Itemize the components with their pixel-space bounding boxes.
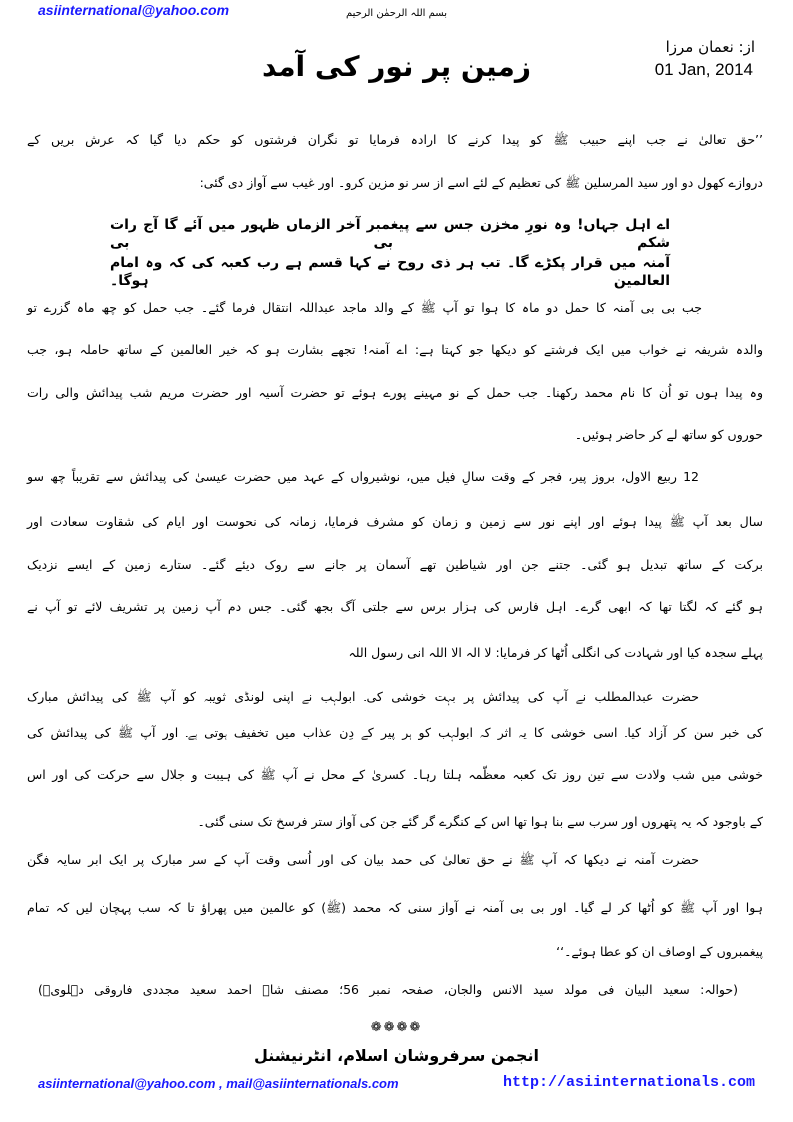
text-line: ہو گئے کہ لگتا تھا کہ ابھی گرے۔ اہل فارس کی ہزار برس سے جلتی آگ بجھ گئی۔ جس دم آپ زمین پر تشریف لائے تو آپ نے xyxy=(27,599,763,614)
organization-name: انجمن سرفروشان اسلام، انٹرنیشنل xyxy=(253,1046,540,1065)
ornament-divider: ❁❁❁❁ xyxy=(370,1020,423,1035)
text-line: ہوا اور آپ ﷺ کو اُٹھا کر لے گیا۔ اور بی بی آمنہ نے آواز سنی کہ محمد (ﷺ) کو عالمین میں پھراؤ تا کہ سب پہچان لیں کہ تمام xyxy=(27,900,763,915)
text-line: پیغمبروں کے اوصاف ان کو عطا ہوئے۔‘‘ xyxy=(556,944,763,959)
date: 01 Jan, 2014 xyxy=(654,60,753,79)
text-line: کی خبر سن کر آزاد کیا۔ اسی خوشی کا یہ اثر کہ ابولہب کو ہر پیر کے دِن عذاب میں تخفیف ہوتی ہے۔ اور آپ ﷺ کی پیدائش کی xyxy=(27,725,763,740)
text-line: حوروں کو ساتھ لے کر حاضر ہوئیں۔ xyxy=(574,427,763,442)
text-line: ’’حق تعالیٰ نے جب اپنے حبیب ﷺ کو پیدا کرنے کا ارادہ فرمایا تو نگران فرشتوں کو حکم دیا گیا کہ عرش بریں کے xyxy=(27,132,763,147)
text-line: حضرت عبدالمطلب نے آپ کی پیدائش پر بہت خوشی کی۔ ابولہب نے اپنی لونڈی ثویبہ کو آپ ﷺ کی پیدائش مبارک xyxy=(27,689,699,704)
text-line: دروازے کھول دو اور سید المرسلین ﷺ کی تعظیم کے لئے اسے از سر نو مزین کرو۔ اور غیب سے آواز دی گئی: xyxy=(199,175,763,190)
page-title: زمین پر نور کی آمد xyxy=(262,50,531,83)
text-line: خوشی میں شب ولادت سے تین روز تک کعبہ معظّمہ ہلتا رہا۔ کسریٰ کے محل نے آپ ﷺ کی ہیبت و جلال سے حرکت کی اور اس xyxy=(27,767,763,782)
text-line: 12 ربیع الاول، بروز پیر، فجر کے وقت سالِ فیل میں، نوشیرواں کے عہد میں حضرت عیسیٰ کی پیدائش سے تقریباً چھ سو xyxy=(27,469,699,484)
text-line: والدہ شریفہ نے خواب میں ایک فرشتے کو دیکھا جو کہتا ہے: اے آمنہ! تجھے بشارت ہو کہ خیر العالمین کے ساتھ حاملہ ہو، جب xyxy=(27,342,763,357)
text-line: برکت کے ساتھ تبدیل ہو گئی۔ جتنے جن اور شیاطین تھے آسمان پر جانے سے روک دیئے گئے۔ ستارے زمین کے ایسے نزدیک xyxy=(27,557,763,572)
highlighted-line: آمنہ میں قرار پکڑے گا۔ تب ہر ذی روح نے کہا قسم ہے رب کعبہ کی کہ وہ امام العالمین ہوگا۔ xyxy=(110,255,670,289)
header-email-link[interactable]: asiinternational@yahoo.com xyxy=(38,2,230,18)
bismillah: بسم اللہ الرحمٰن الرحیم xyxy=(345,8,447,19)
website-link[interactable]: http://asiinternationals.com xyxy=(502,1074,755,1091)
reference-line: (حوالہ: سعید البیان فی مولد سید الانس والجان، صفحہ نمبر 56؛ مصنف شاہ احمد سعید مجددی فاروقی دہلویؒ) xyxy=(38,982,738,997)
author: از: نعمان مرزا xyxy=(665,38,755,56)
highlighted-line: اے اہل جہاں! وہ نورِ مخزن جس سے پیغمبر آخر الزماں ظہور میں آئے گا آج رات شکم بی بی xyxy=(110,217,670,251)
text-line: کے باوجود کہ یہ پتھروں اور سرب سے بنا ہوا تھا اس کے کنگرے گر گئے جن کی آواز ستر فرسخ تک سنی گئی۔ xyxy=(197,814,763,829)
text-line: پہلے سجدہ کیا اور شہادت کی انگلی اُٹھا کر فرمایا: لا الہ الا اللہ انی رسول اللہ xyxy=(348,645,763,660)
footer-emails[interactable]: asiinternational@yahoo.com , mail@asiinternationals.com xyxy=(38,1076,399,1091)
text-line: جب بی بی آمنہ کا حمل دو ماہ کا ہوا تو آپ ﷺ کے والد ماجد عبداللہ انتقال فرما گئے۔ جب حمل کو چھ ماہ گزرے تو xyxy=(27,300,702,315)
text-line: حضرت آمنہ نے دیکھا کہ آپ ﷺ نے حق تعالیٰ کی حمد بیان کی اور اُسی وقت آپ کے سر مبارک پر ایک ابر سایہ فگن xyxy=(27,852,699,867)
text-line: وہ پیدا ہوں تو اُن کا نام محمد رکھنا۔ جب حمل کے نو مہینے پورے ہوئے تو حضرت آسیہ اور حضرت مریم شب پیدائش والی رات xyxy=(27,385,763,400)
text-line: سال بعد آپ ﷺ پیدا ہوئے اور اپنے نور سے زمین و زمان کو مشرف فرمایا، زمانہ کی نحوست اور ایام کی شقاوت سعادت اور xyxy=(27,514,763,529)
